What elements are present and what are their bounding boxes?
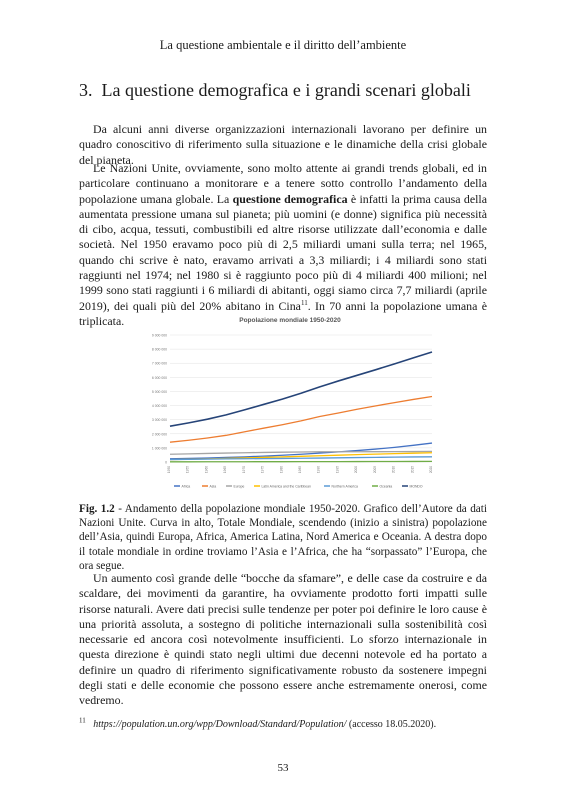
y-tick-label: 0 bbox=[165, 460, 167, 465]
x-tick-label: 1970 bbox=[241, 466, 246, 474]
x-tick-label: 1950 bbox=[167, 466, 171, 474]
y-tick-label: 4 000 000 bbox=[151, 404, 167, 409]
section-title-text: La questione demografica e i grandi scenari globali bbox=[101, 80, 471, 100]
population-chart-svg bbox=[140, 311, 440, 494]
y-tick-label: 9 000 000 bbox=[151, 333, 167, 338]
paragraph-2 bbox=[79, 161, 487, 329]
legend-label: Northern America bbox=[331, 484, 358, 489]
paragraph-2-bold: questione demografica bbox=[232, 191, 348, 206]
paragraph-2-part3: . In 70 anni la popolazione umana è triplicata. bbox=[79, 298, 487, 328]
paragraph-2-part1: Le Nazioni Unite, ovviamente, sono molto attente ai grandi trends globali, ed in particolare continuano a monitorare e a tenere sotto controllo l’andamento della popolazione umana globale. La bbox=[79, 161, 487, 206]
y-tick-label: 8 000 000 bbox=[151, 347, 167, 352]
legend-label: Latin America and the Caribbean bbox=[261, 484, 311, 489]
y-tick-label: 1 000 000 bbox=[151, 446, 167, 451]
y-tick-label: 7 000 000 bbox=[151, 361, 167, 366]
legend-label: Europe bbox=[233, 484, 245, 489]
x-tick-label: 1990 bbox=[316, 466, 321, 474]
x-tick-label: 2010 bbox=[391, 466, 396, 474]
y-tick-label: 6 000 000 bbox=[151, 375, 167, 380]
chart-title: Popolazione mondiale 1950-2020 bbox=[239, 317, 341, 324]
x-tick-label: 1975 bbox=[260, 466, 265, 474]
population-chart bbox=[140, 311, 440, 494]
x-tick-label: 1980 bbox=[279, 466, 284, 474]
x-tick-label: 2005 bbox=[372, 466, 377, 474]
figure-label: Fig. 1.2 bbox=[79, 503, 115, 515]
legend-label: Asia bbox=[209, 484, 217, 489]
footnote-ref[interactable]: 11 bbox=[300, 298, 308, 307]
footnote-url[interactable]: https://population.un.org/wpp/Download/Standard/Population/ bbox=[93, 719, 347, 730]
y-tick-label: 3 000 000 bbox=[151, 418, 167, 423]
legend-label: MONDO bbox=[409, 484, 423, 489]
footnote bbox=[79, 716, 487, 730]
x-tick-label: 2020 bbox=[429, 466, 433, 474]
y-tick-label: 5 000 000 bbox=[151, 389, 167, 394]
x-tick-label: 1965 bbox=[223, 466, 228, 474]
running-head: La questione ambientale e il diritto dell’ambiente bbox=[159, 38, 407, 52]
section-number: 3. bbox=[79, 80, 93, 100]
page-number: 53 bbox=[277, 762, 289, 774]
paragraph-2-part2: è infatti la prima causa della aumentata pressione umana sul pianeta; più uomini (e donne) significa più necessità di cibo, acqua, tessuti, combustibili ed altre risorse utilizzate dall’economia e dalle società. Nel 1950 eravamo poco più di 2,5 miliardi umani sulla terra; nel 1965, quando chi scrive è nato, eravamo arrivati a 3,3 miliardi; i 4 miliardi sono stati raggiunti nel 1974; nel 1980 si è raggiunto poco più di 4 miliardi 400 milioni; nel 1999 sono stati raggiunti i 6 miliardi di abitanti, oggi siamo circa 7,7 miliardi (aprile 2019), dei quali più del 20% abitano in Cina bbox=[79, 191, 487, 313]
footnote-number: 11 bbox=[79, 716, 86, 725]
y-tick-label: 2 000 000 bbox=[151, 432, 167, 437]
x-tick-label: 1960 bbox=[204, 466, 209, 474]
x-tick-label: 1995 bbox=[335, 466, 340, 474]
x-tick-label: 1955 bbox=[185, 466, 190, 474]
figure-caption-text: - Andamento della popolazione mondiale 1950-2020. Grafico dell’Autore da dati Nazioni Unite. Curva in alto, Totale Mondiale, scendendo (inizio a sinistra) popolazione dell’Asia, quindi Europa, Africa, America Latina, Nord America e Oceania. A destra dopo il totale mondiale in ordine troviamo l’Asia e l’Africa, che ha “sorpassato” l’Europa, che ora segue. bbox=[79, 503, 487, 572]
x-tick-label: 2015 bbox=[410, 466, 415, 474]
figure-caption bbox=[79, 502, 487, 573]
legend-label: Africa bbox=[181, 484, 191, 489]
footnote-note: (accesso 18.05.2020). bbox=[346, 719, 437, 730]
paragraph-3-text: Un aumento così grande delle “bocche da sfamare”, e delle case da costruire e da scaldare, dei movimenti da garantire, ha ovviamente prodotto forti impatti sulle risorse naturali. Avere dati precisi sulle tendenze per poter poi definire le loro cause è una priorità assoluta, a sostegno di politiche internazionali sulla sostenibilità così necessarie ed ancora così notevolmente insufficienti. Lo sforzo internazionale in questa direzione è quindi stato negli ultimi due decenni notevole ed ha portato a definire un quadro di riferimento significativamente robusto da sostenere impegni degli stati e delle economie che possono essere anche estremamente onerosi, come vedremo. bbox=[79, 571, 487, 708]
x-tick-label: 1985 bbox=[298, 466, 302, 474]
paragraph-3 bbox=[79, 571, 487, 709]
legend-label: Oceania bbox=[379, 484, 393, 489]
x-tick-label: 2000 bbox=[354, 466, 359, 474]
section-title bbox=[79, 80, 471, 101]
paragraph-1-text: Da alcuni anni diverse organizzazioni internazionali lavorano per definire un quadro conoscitivo di riferimento sulla situazione e le dinamiche della crisi globale del pianeta. bbox=[79, 122, 487, 167]
